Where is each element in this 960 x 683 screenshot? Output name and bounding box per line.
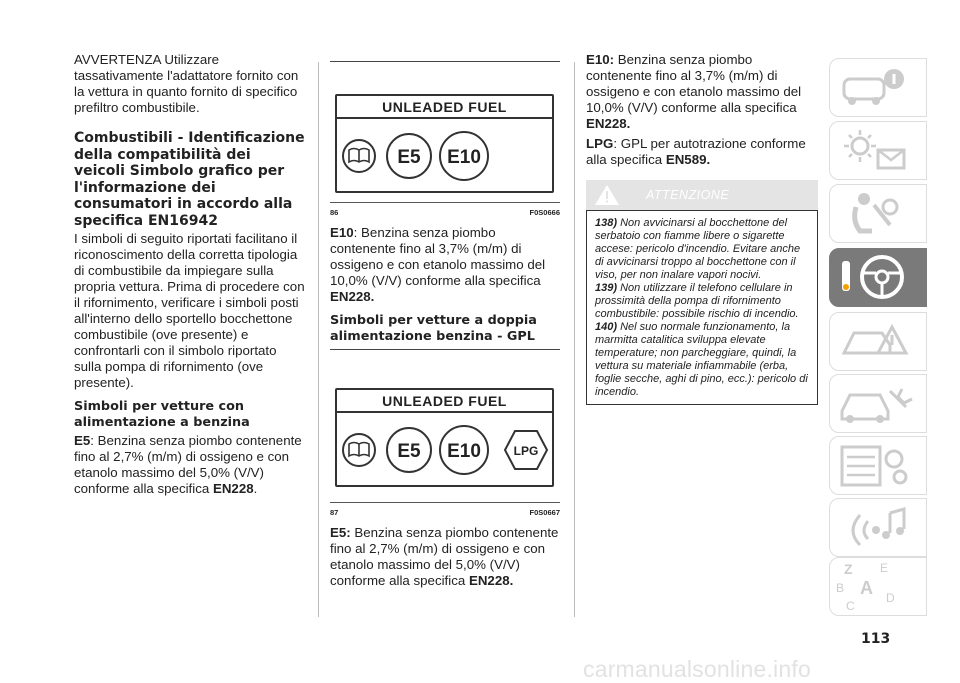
watermark: carmanualsonline.info <box>583 656 811 682</box>
index-icon <box>830 558 926 615</box>
warning-number: 139) <box>595 282 618 294</box>
e10-symbol-label: E10 <box>447 147 481 168</box>
e5-definition <box>74 433 306 497</box>
chapter-tab-7[interactable] <box>829 436 927 495</box>
warning-item <box>595 217 809 282</box>
lpg-definition <box>586 136 818 168</box>
fuel-label-title: UNLEADED FUEL <box>337 96 552 119</box>
column-divider <box>318 62 319 617</box>
warning-number: 138) <box>595 217 618 229</box>
warning-box <box>586 210 818 405</box>
adapter-warning-text: AVVERTENZA Utilizzare tassativamente l'adattatore fornito con la vettura in quanto fornito di specifico prefiltro combustibile. <box>74 52 299 115</box>
fuel-label-title: UNLEADED FUEL <box>337 390 552 413</box>
column-divider <box>574 62 575 617</box>
warning-text: Non avvicinarsi al bocchettone del serbatoio con fiamme libere o sigarette accese: pericolo d'incendio. Evitare anche di avvicinarsi troppo al bocchettone con il viso, per non inalare vapori nocivi. <box>595 217 801 281</box>
figure-code: F0S0667 <box>529 508 560 517</box>
column-middle <box>330 52 560 589</box>
chapter-tab-4-active[interactable] <box>829 248 927 307</box>
e5-definition-dual <box>330 525 560 589</box>
chapter-tab-6[interactable] <box>829 374 927 433</box>
warning-item <box>595 321 809 399</box>
fuel-label-e5-e10 <box>335 94 554 193</box>
fuel-nozzle-book-icon <box>343 140 375 172</box>
petrol-symbols-heading: Simboli per vetture con alimentazione a benzina <box>74 398 250 430</box>
figure-number: 86 <box>330 208 339 217</box>
e5-text: Benzina senza piombo contenente fino al 2,7% (m/m) di ossigeno e con etanolo massimo del 5,0% (V/V) conforme alla specifica <box>330 525 559 588</box>
e10-standard: EN228. <box>586 116 631 131</box>
e5-text: : Benzina senza piombo contenente fino al 2,7% (m/m) di ossigeno e con etanolo massimo del 5,0% (V/V) conforme alla specifica <box>74 432 302 496</box>
e5-symbol-label: E5 <box>397 147 421 168</box>
warning-header <box>586 180 818 210</box>
figure-86 <box>330 62 560 203</box>
warning-lights-icon <box>830 122 926 179</box>
index-letter: A <box>860 578 873 598</box>
warning-triangle-icon <box>594 184 620 206</box>
index-letter: B <box>836 581 845 595</box>
e10-symbol-label: E10 <box>447 441 481 462</box>
fuel-compatibility-heading: Combustibili - Identificazione della compatibilità dei veicoli Simbolo grafico per l'informazione dei consumatori in accordo alla specifica EN16942 <box>74 130 305 229</box>
chapter-tab-1[interactable] <box>829 58 927 117</box>
multimedia-icon <box>830 499 926 556</box>
e5-symbol-label: E5 <box>397 441 421 462</box>
fuel-symbols-87 <box>337 413 552 485</box>
fuel-label-e5-e10-lpg <box>335 388 554 487</box>
e5-code: E5 <box>74 432 91 448</box>
lpg-text: : GPL per autotrazione conforme alla specifica <box>586 136 806 167</box>
column-right <box>586 52 818 405</box>
symbols-description: I simboli di seguito riportati facilitano il riconoscimento della corretta tipologia di combustibile da impiegare sulla propria vettura. Prima di procedere con il rifornimento, verificare i simboli posti all'interno dello sportello bocchettone combustibile (ove presente) e confrontarli con il simbolo riportato sulla pompa di rifornimento (ove presente). <box>74 230 305 390</box>
maintenance-car-icon <box>830 375 926 432</box>
airbag-seat-icon <box>830 185 926 242</box>
lpg-symbol-label: LPG <box>513 444 539 458</box>
warning-title: ATTENZIONE <box>646 188 730 202</box>
lpg-standard: EN589. <box>665 152 711 167</box>
index-letter: Z <box>844 561 853 577</box>
chapter-tab-9[interactable] <box>829 557 927 616</box>
figure-87 <box>330 352 560 503</box>
car-info-icon <box>830 59 926 116</box>
figure-number: 87 <box>330 508 339 517</box>
column-left <box>74 52 306 497</box>
dual-fuel-heading: Simboli per vetture a doppia alimentazione benzina - GPL <box>330 313 560 350</box>
e10-text: : Benzina senza piombo contenente fino al 3,7% (m/m) di ossigeno e con etanolo massimo del 10,0% (V/V) conforme alla specifica <box>330 225 546 288</box>
e10-definition-dual <box>586 52 818 132</box>
figure-code: F0S0666 <box>529 208 560 217</box>
e10-definition <box>330 225 560 305</box>
warning-item <box>595 282 809 321</box>
e10-code: E10: <box>586 52 615 67</box>
index-letter: D <box>886 591 895 605</box>
lpg-code: LPG <box>586 136 614 151</box>
warning-text: Nel suo normale funzionamento, la marmitta catalitica sviluppa elevate temperature; non parcheggiare, quindi, la vettura su materiale infiammabile (erba, foglie secche, aghi di pino, ecc.): pericolo di incendio. <box>595 321 808 398</box>
fuel-symbols-86 <box>337 119 552 191</box>
steering-key-icon <box>830 249 926 306</box>
chapter-tab-8[interactable] <box>829 498 927 557</box>
chapter-tab-3[interactable] <box>829 184 927 243</box>
technical-data-icon <box>830 437 926 494</box>
e5-end: . <box>253 480 258 496</box>
e10-code: E10 <box>330 225 354 240</box>
page-number: 113 <box>861 631 891 647</box>
chapter-tab-5[interactable] <box>829 312 927 371</box>
e10-text: Benzina senza piombo contenente fino al 3,7% (m/m) di ossigeno e con etanolo massimo del 10,0% (V/V) conforme alla specifica <box>586 52 802 115</box>
chapter-tab-2[interactable] <box>829 121 927 180</box>
e5-code: E5: <box>330 525 351 540</box>
figure-87-caption <box>330 508 560 517</box>
warning-number: 140) <box>595 321 618 333</box>
e10-standard: EN228. <box>330 289 375 304</box>
fuel-nozzle-book-icon <box>343 434 375 466</box>
warning-text: Non utilizzare il telefono cellulare in prossimità della pompa di rifornimento combustibile: possibile rischio di incendio. <box>595 282 799 320</box>
e5-standard: EN228. <box>468 573 514 588</box>
figure-86-caption <box>330 208 560 217</box>
e5-standard: EN228 <box>212 480 254 496</box>
emergency-icon <box>830 313 926 370</box>
index-letter: C <box>846 599 855 613</box>
index-letter: E <box>880 561 889 575</box>
